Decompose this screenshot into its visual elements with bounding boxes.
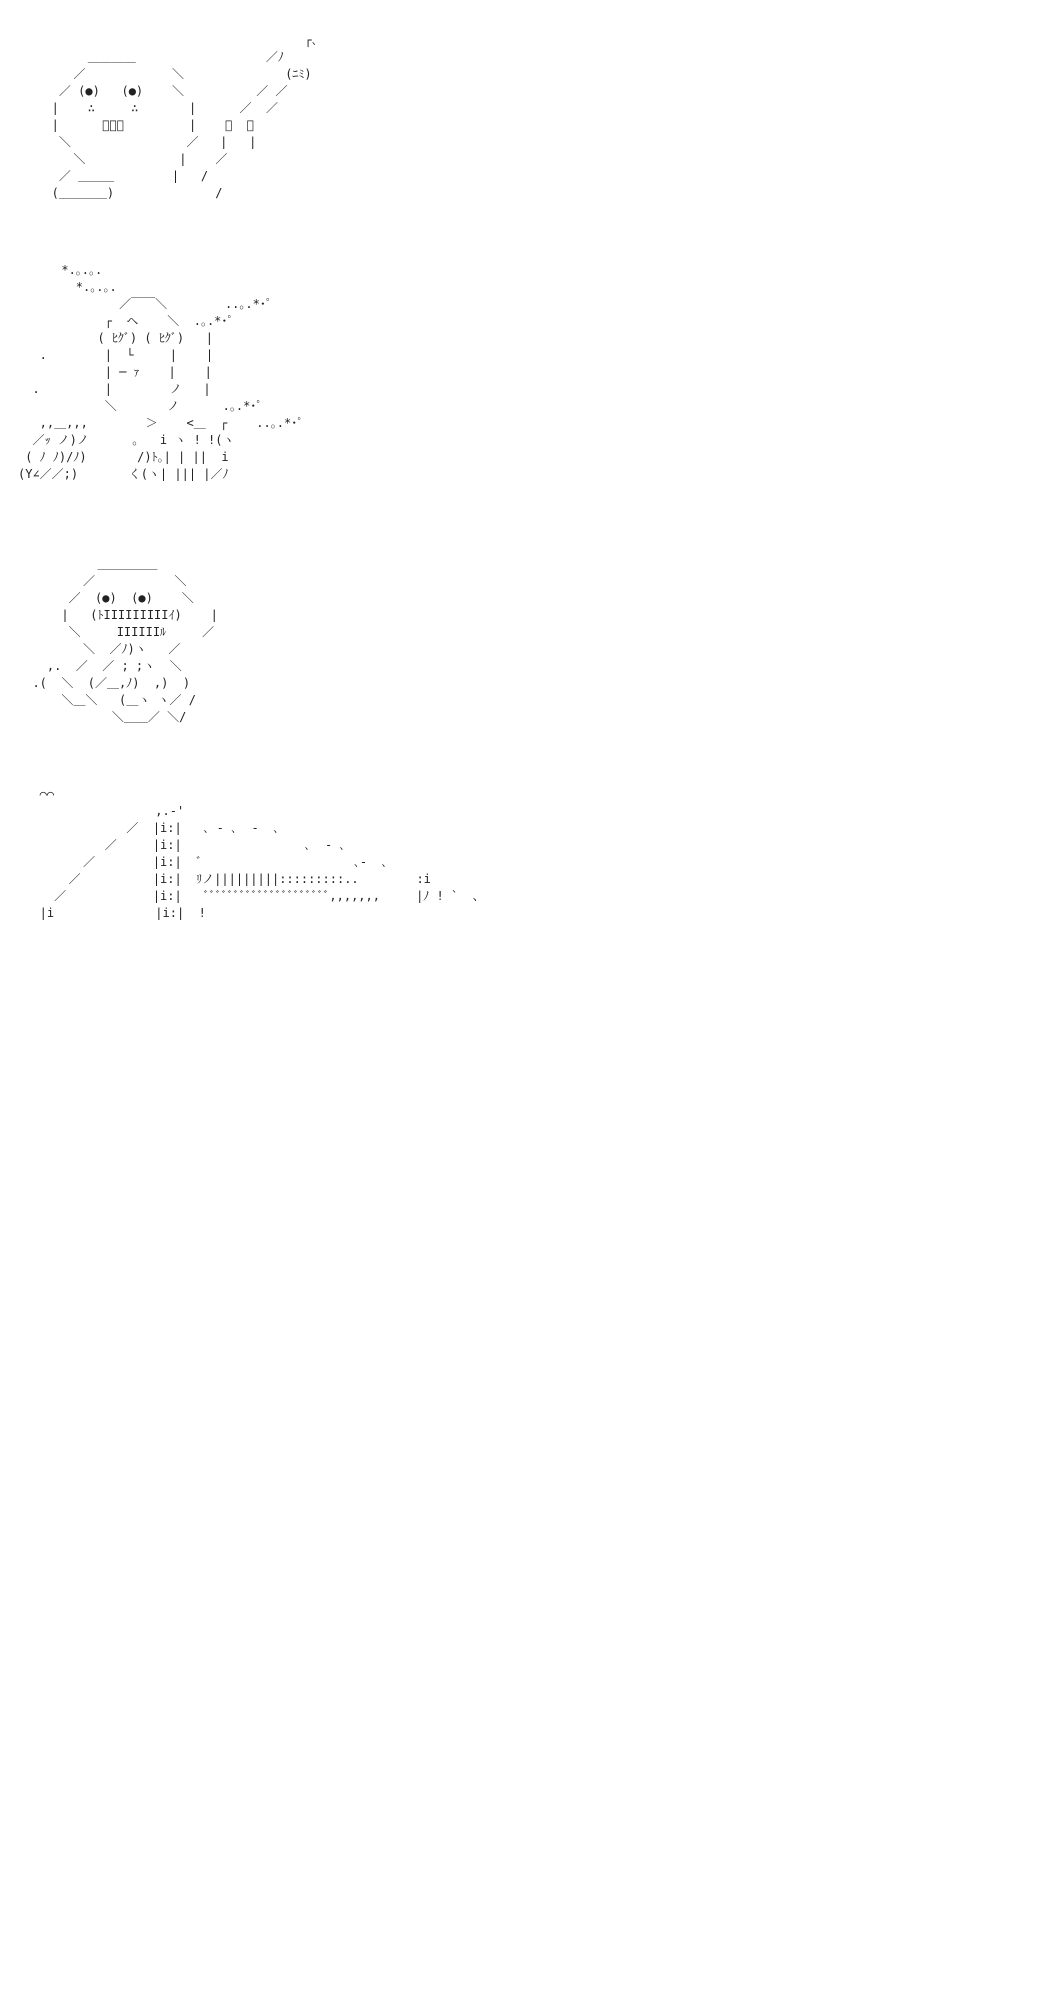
ascii-art-character-pointing: ┌､ ＿＿＿＿ ／ﾉ ／ ＼ (ﾆﾐ) ／ (●) (●) ＼ ／ ／ | ∴ ∴ | ／ ／ | ﾞ￣ﾞ | ／ ／ ＼ ／ | | ＼ | ／ ／ ＿＿＿ | / (＿＿＿＿) /	[51, 33, 318, 200]
ascii-art-abandoned-building: ⌒⌒ ,.-' ／ |i:| ､ ‐ ､ - ､ ／ |i:| ､ ‐ ､ ／ |i:| ﾞ ､‐ ､ ／ |i:| ﾘノ|||||||||:::::::::.. :i ／ |i:| ﾞﾞﾞﾞﾞﾞﾞﾞﾞﾞﾞﾞﾞﾞﾞﾞﾞﾞﾞﾞﾞ,,,,,,, |ﾉ ! ` 、 |i |i:| !	[39, 787, 485, 920]
ascii-art-smiling-character: ＿＿＿＿＿ ／ ＼ ／ (●) (●) ＼ | (ﾄIIIIIIIIIｲ) | ＼ IIIIIIﾙ ／ ＼ ／ﾉ)ヽ ／ ,. ／ ／ ; ;ヽ ＼ .( ＼ (／＿,ﾉ) ,) ) ＼＿＼ (＿ヽ ヽ／ / ＼＿＿／ ＼/	[32, 557, 218, 724]
ascii-art-fairy-character: *.｡.｡. *.｡.｡. ／￣￣＼ ..｡.*･ﾟ ┌ ヘ ＼ .｡.*･ﾟ ( ﾋｸﾞ) ( ﾋｸﾞ) | . | └ | | | ─ ｧ | | . | ノ | ＼ ノ .｡.*･ﾟ ,,＿,,, ＞ <＿ ┌ ..｡.*･ﾟ ／ｯ ノ)ノ ｡ i ヽ ! !(ヽ ( ﾉ ﾉ)/ﾉ) /)ﾄ｡| | || i (Y∠／／;) く(ヽ| ||| |／ﾉ	[18, 263, 304, 481]
